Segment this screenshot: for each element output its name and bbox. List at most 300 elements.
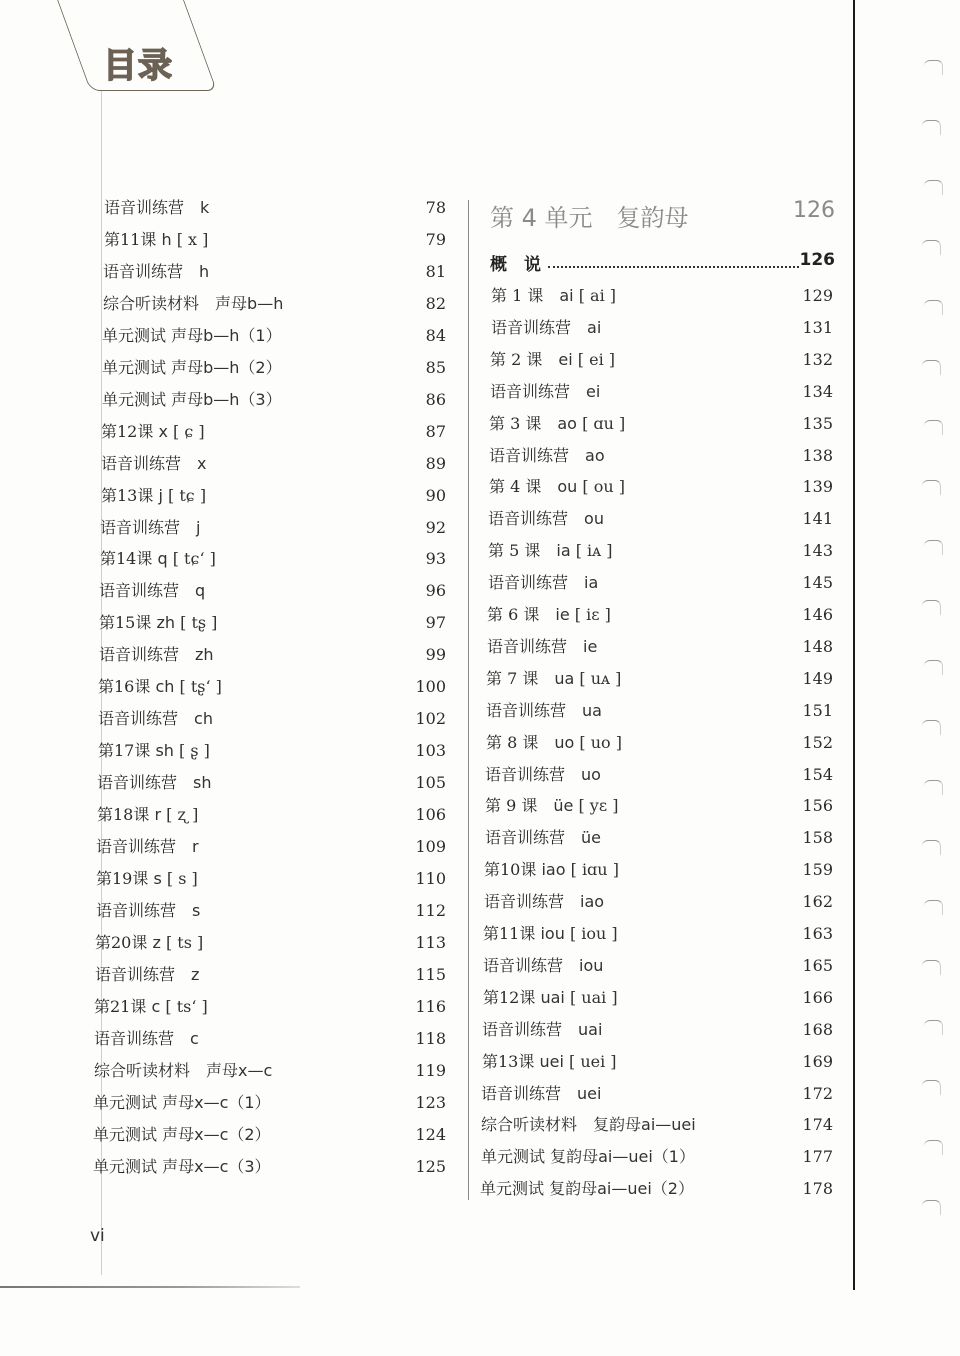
- entry-page: 84: [425, 325, 446, 345]
- dot-leader: [548, 266, 799, 268]
- binding-mark: [924, 300, 943, 315]
- entry-pinyin: 声母x—c（1）: [162, 1092, 271, 1112]
- entry-label: 语音训练营: [99, 581, 180, 601]
- entry-ipa: [ ɕ ]: [173, 421, 205, 441]
- entry-title: [489, 442, 605, 470]
- entry-page: 152: [802, 732, 833, 752]
- toc-entry[interactable]: [491, 282, 833, 310]
- toc-entry[interactable]: [482, 1048, 833, 1076]
- toc-entry[interactable]: [96, 865, 446, 893]
- entry-label: 语音训练营: [96, 837, 177, 856]
- entry-page: 124: [415, 1124, 446, 1144]
- entry-pinyin: s: [153, 868, 162, 888]
- toc-entry[interactable]: [101, 482, 446, 510]
- entry-ipa: [ tʂʻ ]: [179, 677, 222, 697]
- entry-label: 第13课: [101, 485, 154, 505]
- entry-label: 第 2 课: [490, 349, 543, 369]
- toc-entry[interactable]: [103, 258, 446, 286]
- entry-pinyin: ao: [585, 445, 605, 465]
- entry-title: [103, 290, 283, 318]
- entry-title: [93, 1089, 271, 1117]
- entry-title: [489, 473, 625, 501]
- entry-page: 156: [802, 796, 833, 816]
- entry-pinyin: ia: [556, 541, 571, 561]
- entry-label: 第18课: [97, 805, 150, 825]
- entry-title: [486, 697, 602, 725]
- entry-pinyin: sh: [155, 741, 174, 761]
- entry-pinyin: uo: [581, 764, 601, 784]
- entry-page: 177: [802, 1147, 833, 1167]
- entry-ipa: [ ai ]: [578, 286, 617, 305]
- toc-entry[interactable]: [97, 801, 446, 829]
- toc-entry[interactable]: [101, 450, 446, 478]
- entry-label: 第 5 课: [488, 541, 541, 561]
- entry-pinyin: ua: [582, 700, 602, 720]
- entry-page: 110: [415, 868, 446, 888]
- entry-label: 第 4 课: [489, 477, 542, 497]
- page-edge-line: [853, 0, 855, 1290]
- entry-pinyin: 声母x—c: [206, 1060, 273, 1080]
- entry-label: 第12课: [101, 421, 154, 441]
- entry-title: [483, 920, 618, 948]
- overview-label: 概 说: [490, 255, 541, 275]
- entry-pinyin: 复韵母ai—uei（1）: [550, 1147, 695, 1167]
- entry-title: [95, 929, 203, 957]
- entry-label: 语音训练营: [486, 700, 567, 720]
- entry-pinyin: z: [152, 932, 161, 952]
- entry-label: 语音训练营: [95, 964, 176, 984]
- entry-page: 138: [802, 445, 833, 465]
- toc-entry[interactable]: [485, 824, 833, 852]
- entry-title: [100, 514, 200, 542]
- entry-label: 语音训练营: [485, 764, 566, 784]
- entry-label: 语音训练营: [490, 381, 571, 401]
- entry-label: 第15课: [99, 613, 152, 633]
- entry-page: 85: [425, 357, 446, 377]
- entry-ipa: [ iɑu ]: [570, 860, 619, 880]
- entry-page: 97: [425, 613, 446, 633]
- entry-label: 语音训练营: [96, 900, 177, 920]
- entry-pinyin: 声母x—c（2）: [162, 1124, 271, 1144]
- entry-pinyin: j: [196, 517, 201, 537]
- entry-page: 86: [425, 389, 446, 409]
- toc-entry[interactable]: [102, 354, 446, 382]
- entry-label: 语音训练营: [488, 509, 569, 529]
- overview-page: 126: [799, 250, 835, 270]
- toc-entry[interactable]: [104, 226, 446, 254]
- toc-entry[interactable]: [98, 737, 446, 765]
- entry-pinyin: h: [199, 261, 210, 281]
- entry-ipa: [ tʂ ]: [180, 613, 218, 633]
- toc-entry[interactable]: [103, 290, 446, 318]
- entry-ipa: [ iᴀ ]: [575, 541, 613, 561]
- entry-title: [104, 226, 208, 254]
- entry-pinyin: uai: [578, 1019, 603, 1039]
- entry-title: [94, 993, 208, 1021]
- binding-mark: [922, 480, 941, 495]
- entry-page: 143: [802, 541, 833, 561]
- unit-title: 第 4 单元 复韵母: [490, 204, 689, 232]
- toc-entry[interactable]: [481, 1111, 833, 1139]
- entry-pinyin: üe: [553, 796, 574, 816]
- bottom-edge-line: [0, 1286, 300, 1288]
- entry-pinyin: 声母b—h（2）: [171, 357, 282, 377]
- entry-label: 第14课: [100, 549, 153, 569]
- toc-entry[interactable]: [491, 314, 833, 342]
- entry-pinyin: s: [192, 900, 201, 920]
- entry-pinyin: zh: [156, 613, 176, 633]
- entry-label: 语音训练营: [482, 1019, 563, 1039]
- toc-entry[interactable]: [487, 633, 833, 661]
- entry-pinyin: iou: [579, 955, 604, 975]
- binding-mark: [924, 1140, 943, 1155]
- unit-page: 126: [793, 198, 835, 223]
- entry-page: 89: [425, 453, 446, 473]
- entry-pinyin: 声母b—h（3）: [171, 389, 282, 409]
- toc-entry[interactable]: [483, 984, 833, 1012]
- entry-page: 162: [802, 892, 833, 912]
- entry-title: [103, 258, 209, 286]
- entry-pinyin: 复韵母ai—uei（2）: [549, 1179, 694, 1199]
- toc-entry[interactable]: [101, 418, 446, 446]
- entry-pinyin: j: [158, 485, 163, 505]
- entry-page: 129: [802, 286, 833, 305]
- toc-entry[interactable]: [484, 856, 833, 884]
- toc-entry[interactable]: [490, 378, 833, 406]
- entry-page: 132: [802, 349, 833, 369]
- toc-entry[interactable]: [99, 641, 446, 669]
- toc-entry[interactable]: [99, 609, 446, 637]
- entry-label: 单元测试: [93, 1124, 158, 1144]
- entry-title: [98, 705, 213, 733]
- entry-title: [487, 633, 597, 661]
- entry-label: 语音训练营: [104, 198, 185, 217]
- toc-entry[interactable]: [94, 1025, 446, 1053]
- entry-label: 单元测试: [102, 325, 167, 345]
- entry-label: 单元测试: [93, 1156, 158, 1176]
- binding-mark: [924, 540, 943, 555]
- entry-page: 135: [802, 413, 833, 433]
- entry-title: [101, 418, 205, 446]
- entry-pinyin: iao: [580, 892, 605, 912]
- column-divider: [468, 200, 469, 1200]
- toc-entry[interactable]: [95, 929, 446, 957]
- entry-pinyin: h: [161, 229, 172, 249]
- entry-pinyin: c: [190, 1028, 199, 1048]
- entry-ipa: [ uei ]: [569, 1051, 617, 1071]
- entry-page: 131: [802, 317, 833, 337]
- entry-ipa: [ ʂ ]: [179, 741, 210, 761]
- entry-label: 第 7 课: [486, 668, 539, 688]
- entry-title: [102, 354, 282, 382]
- toc-entry[interactable]: [483, 952, 833, 980]
- entry-label: 语音训练营: [97, 773, 178, 793]
- entry-label: 综合听读材料: [481, 1115, 578, 1135]
- entry-ipa: [ tsʻ ]: [165, 996, 208, 1016]
- toc-entry[interactable]: [104, 194, 446, 222]
- entry-page: 90: [425, 485, 446, 505]
- toc-entry[interactable]: [97, 769, 446, 797]
- toc-entry[interactable]: [95, 961, 446, 989]
- entry-title: [488, 569, 598, 597]
- entry-pinyin: x: [158, 421, 168, 441]
- toc-entry[interactable]: [490, 346, 833, 374]
- toc-entry[interactable]: [485, 792, 833, 820]
- entry-page: 93: [425, 549, 446, 569]
- entry-label: 单元测试: [102, 389, 167, 409]
- entry-ipa: [ iou ]: [569, 924, 618, 943]
- entry-pinyin: ch: [155, 677, 175, 697]
- entry-title: [491, 314, 601, 342]
- entry-pinyin: ei: [586, 381, 601, 401]
- entry-pinyin: q: [157, 549, 168, 569]
- entry-page: 174: [802, 1115, 833, 1135]
- toc-entry[interactable]: [481, 1080, 833, 1108]
- entry-ipa: [ ei ]: [577, 349, 616, 369]
- binding-mark: [924, 900, 943, 915]
- toc-entry[interactable]: [482, 1016, 833, 1044]
- entry-page: 166: [802, 987, 833, 1007]
- entry-title: [97, 801, 198, 829]
- entry-page: 82: [425, 293, 446, 313]
- entry-pinyin: ou: [584, 509, 604, 529]
- entry-title: [484, 888, 604, 916]
- entry-ipa: [ uai ]: [569, 987, 618, 1007]
- toc-entry[interactable]: [488, 569, 833, 597]
- entry-label: 语音训练营: [488, 573, 569, 593]
- entry-pinyin: q: [195, 581, 206, 601]
- entry-page: 141: [802, 509, 833, 529]
- entry-title: [490, 378, 600, 406]
- entry-title: [96, 833, 199, 861]
- entry-pinyin: ou: [557, 477, 578, 497]
- toc-entry[interactable]: [485, 761, 833, 789]
- entry-pinyin: uei: [577, 1083, 602, 1103]
- entry-pinyin: ie: [555, 605, 570, 624]
- entry-title: [487, 601, 611, 629]
- toc-entry[interactable]: [96, 897, 446, 925]
- toc-entry[interactable]: [99, 577, 446, 605]
- page-number: vi: [90, 1226, 105, 1246]
- entry-page: 102: [415, 709, 446, 729]
- entry-label: 第21课: [94, 996, 147, 1016]
- entry-page: 96: [425, 581, 446, 601]
- binding-mark: [924, 420, 943, 435]
- entry-page: 123: [415, 1092, 446, 1112]
- entry-title: [96, 865, 198, 893]
- entry-title: [486, 729, 622, 757]
- entry-ipa: [ tɕ ]: [168, 485, 207, 505]
- entry-pinyin: 声母b—h（1）: [171, 325, 282, 345]
- toc-entry[interactable]: [484, 888, 833, 916]
- entry-label: 语音训练营: [487, 636, 568, 656]
- entry-label: 语音训练营: [98, 709, 179, 729]
- toc-entry[interactable]: [487, 601, 833, 629]
- entry-title: [483, 984, 618, 1012]
- entry-pinyin: ia: [584, 573, 599, 593]
- entry-page: 99: [425, 645, 446, 665]
- entry-title: [483, 952, 603, 980]
- entry-ipa: [ tɕʻ ]: [172, 549, 216, 569]
- toc-entry[interactable]: [93, 1121, 446, 1149]
- toc-entry[interactable]: [93, 1089, 446, 1117]
- toc-entry[interactable]: [486, 729, 833, 757]
- entry-pinyin: ao: [557, 413, 577, 433]
- entry-page: 168: [802, 1019, 833, 1039]
- binding-mark: [922, 1080, 941, 1095]
- toc-entry[interactable]: [489, 410, 833, 438]
- entry-page: 159: [802, 860, 833, 880]
- entry-page: 113: [415, 932, 446, 952]
- toc-entry[interactable]: [94, 1057, 446, 1085]
- entry-page: 178: [802, 1179, 833, 1199]
- entry-page: 163: [802, 924, 833, 943]
- entry-label: 语音训练营: [94, 1028, 175, 1048]
- toc-entry[interactable]: [98, 705, 446, 733]
- entry-page: 172: [802, 1083, 833, 1103]
- toc-entry[interactable]: [96, 833, 446, 861]
- overview-entry[interactable]: [490, 250, 835, 278]
- entry-pinyin: uo: [554, 732, 575, 752]
- entry-ipa: [ yɛ ]: [578, 796, 619, 816]
- toc-entry[interactable]: [488, 537, 833, 565]
- entry-ipa: [ uᴀ ]: [579, 668, 622, 688]
- toc-entry[interactable]: [100, 545, 446, 573]
- binding-mark: [924, 180, 943, 195]
- entry-page: 151: [802, 700, 833, 720]
- entry-pinyin: x: [197, 453, 207, 473]
- entry-title: [99, 577, 205, 605]
- entry-page: 149: [802, 668, 833, 688]
- entry-label: 第 6 课: [487, 605, 540, 624]
- entry-label: 语音训练营: [101, 453, 182, 473]
- binding-mark: [922, 240, 941, 255]
- entry-label: 第 1 课: [491, 286, 544, 305]
- entry-page: 78: [425, 198, 446, 217]
- toc-entry[interactable]: [94, 993, 446, 1021]
- entry-title: [93, 1121, 271, 1149]
- entry-title: [93, 1153, 271, 1181]
- entry-label: 单元测试: [102, 357, 167, 377]
- binding-mark: [924, 1020, 943, 1035]
- entry-title: [97, 769, 212, 797]
- entry-title: [94, 1025, 199, 1053]
- entry-pinyin: 声母b—h: [215, 293, 284, 313]
- entry-label: 单元测试: [93, 1092, 158, 1112]
- entry-pinyin: ch: [194, 709, 213, 729]
- entry-pinyin: ai: [587, 317, 602, 337]
- entry-pinyin: iao: [541, 860, 566, 880]
- entry-title: [98, 737, 210, 765]
- toc-entry[interactable]: [486, 665, 833, 693]
- entry-page: 146: [802, 605, 833, 624]
- entry-title: [480, 1175, 694, 1203]
- toc-entry[interactable]: [98, 673, 446, 701]
- entry-page: 100: [415, 677, 446, 697]
- entry-title: [99, 641, 214, 669]
- entry-pinyin: uai: [540, 987, 565, 1007]
- binding-mark: [922, 840, 941, 855]
- entry-label: 单元测试: [481, 1147, 546, 1167]
- toc-entry[interactable]: [93, 1153, 446, 1181]
- entry-title: [481, 1080, 601, 1108]
- toc-entry[interactable]: [489, 473, 833, 501]
- toc-entry[interactable]: [100, 514, 446, 542]
- entry-page: 125: [415, 1156, 446, 1176]
- binding-mark: [922, 720, 941, 735]
- entry-title: [100, 545, 216, 573]
- entry-title: [102, 322, 282, 350]
- page-title: 目录: [103, 46, 173, 86]
- toc-entry[interactable]: [481, 1143, 833, 1171]
- entry-page: 148: [802, 636, 833, 656]
- entry-ipa: [ uo ]: [579, 732, 622, 752]
- entry-ipa: [ ɑu ]: [582, 413, 626, 433]
- entry-label: 第12课: [483, 987, 536, 1007]
- entry-title: [101, 450, 207, 478]
- toc-entry[interactable]: [102, 322, 446, 350]
- binding-mark: [922, 600, 941, 615]
- toc-entry[interactable]: [483, 920, 833, 948]
- entry-label: 第11课: [104, 229, 157, 249]
- binding-mark: [922, 360, 941, 375]
- entry-page: 134: [802, 381, 833, 401]
- toc-entry[interactable]: [489, 442, 833, 470]
- entry-page: 92: [425, 517, 446, 537]
- entry-title: [490, 346, 615, 374]
- entry-page: 158: [802, 828, 833, 848]
- entry-pinyin: c: [151, 996, 161, 1016]
- binding-mark: [922, 1200, 941, 1215]
- entry-title: [482, 1048, 617, 1076]
- entry-page: 118: [415, 1028, 446, 1048]
- entry-page: 119: [415, 1060, 446, 1080]
- entry-ipa: [ s ]: [166, 868, 198, 888]
- entry-page: 154: [802, 764, 833, 784]
- entry-pinyin: üe: [581, 828, 602, 848]
- unit-heading[interactable]: [490, 198, 835, 234]
- entry-page: 165: [802, 955, 833, 975]
- entry-title: [98, 673, 222, 701]
- entry-ipa: [ ʐ ]: [166, 805, 199, 825]
- entry-label: 语音训练营: [489, 445, 570, 465]
- entry-label: 第10课: [484, 860, 537, 880]
- entry-title: [481, 1143, 695, 1171]
- entry-pinyin: z: [191, 964, 200, 984]
- entry-label: 第 8 课: [486, 732, 539, 752]
- entry-label: 综合听读材料: [103, 293, 200, 313]
- binding-mark: [922, 120, 941, 135]
- entry-title: [481, 1111, 696, 1139]
- entry-label: 语音训练营: [485, 828, 566, 848]
- toc-entry[interactable]: [488, 505, 833, 533]
- entry-pinyin: sh: [193, 773, 212, 793]
- entry-pinyin: ua: [554, 668, 575, 688]
- entry-page: 87: [425, 421, 446, 441]
- entry-pinyin: iou: [540, 924, 565, 943]
- entry-title: [488, 537, 613, 565]
- entry-label: 第 9 课: [485, 796, 538, 816]
- entry-pinyin: r: [192, 837, 199, 856]
- toc-entry[interactable]: [486, 697, 833, 725]
- binding-mark: [924, 60, 943, 75]
- entry-pinyin: 声母x—c（3）: [162, 1156, 271, 1176]
- toc-entry[interactable]: [102, 386, 446, 414]
- entry-page: 169: [802, 1051, 833, 1071]
- entry-label: 语音训练营: [481, 1083, 562, 1103]
- entry-title: [94, 1057, 272, 1085]
- toc-entry[interactable]: [480, 1175, 833, 1203]
